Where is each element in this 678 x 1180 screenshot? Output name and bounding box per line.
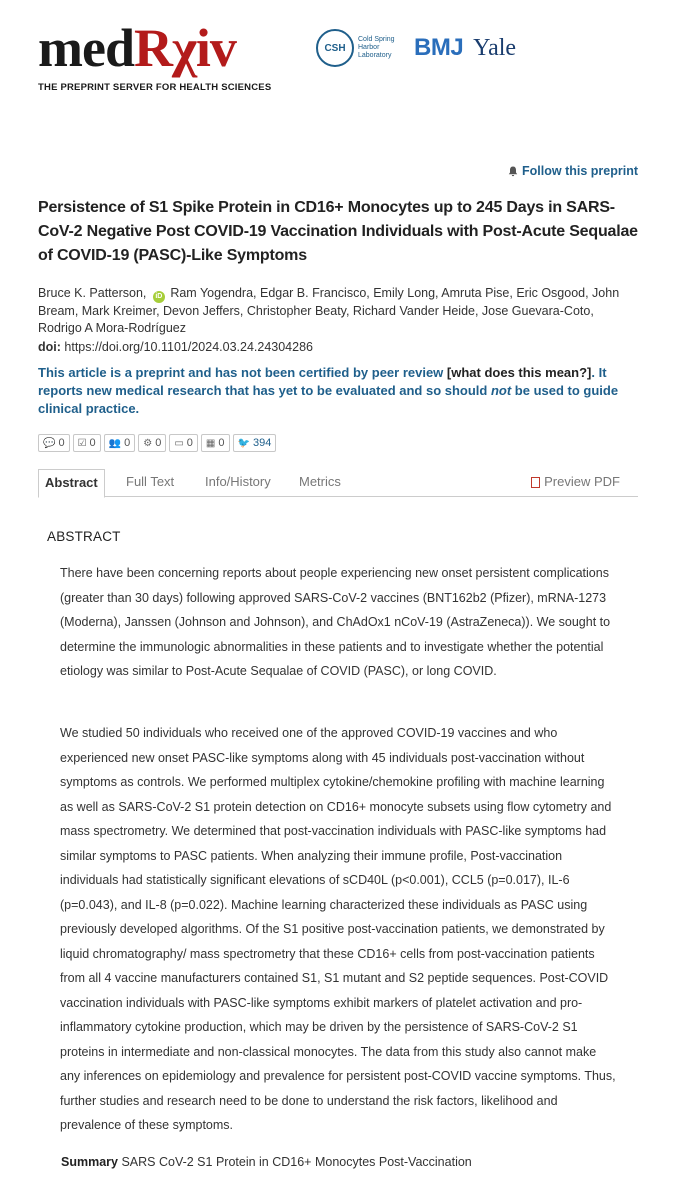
preprint-notice	[38, 364, 638, 418]
medrxiv-logo[interactable]	[38, 20, 271, 93]
article-title: Persistence of S1 Spike Protein in CD16+ Monocytes up to 245 Days in SARS-CoV-2 Negative Post COVID-19 Vaccination Individuals with Post-Acute Sequalae of COVID-19 (PASC)-Like Symptoms	[38, 199, 638, 264]
metric-badges	[38, 434, 276, 452]
abstract-paragraph-1: There have been concerning reports about people experiencing new onset persistent complications (greater than 30 days) following approved SARS-CoV-2 vaccines (BNT162b2 (Pfizer), mRNA-1273 (Moderna), Janssen (Johnson and Johnson), and ChAdOx1 nCoV-19 (AstraZeneca)). We sought to determine the immunologic abnormalities in these patients and to investigate whether the potential etiology was similar to Post-Acute Sequalae of COVID (PASC), or long COVID.	[60, 566, 611, 678]
bmj-logo[interactable]: BMJ	[414, 34, 464, 61]
tab-metrics[interactable]: Metrics	[299, 474, 341, 489]
doi-line	[38, 340, 313, 354]
settings-badge[interactable]	[138, 434, 166, 452]
site-header	[38, 20, 648, 100]
settings-count: 0	[155, 437, 162, 449]
users-count: 0	[124, 437, 131, 449]
abstract-paragraph-2: We studied 50 individuals who received one of the approved COVID-19 vaccines and who experienced new onset PASC-like symptoms along with 45 individuals post-vaccination without symptoms as controls. We performed multiplex cytokine/chemokine profiling with machine learning as well as SARS-CoV-2 S1 protein detection on CD16+ monocyte subsets using flow cytometry and mass spectrometry. We determined that post-vaccination individuals with PASC-like symptoms had similar symptoms to PASC patients. When analyzing their immune profile, Post-vaccination individuals had statistically significant elevations of sCD40L (p<0.001), CCL5 (p=0.017), IL-6 (p=0.043), and IL-8 (p=0.022). Machine learning characterized these individuals as PASC using previously developed algorithms. Of the S1 positive post-vaccination patients, we demonstrated by liquid chromatography/ mass spectrometry that these CD16+ cells from post-vaccination patients from all 4 vaccine manufacturers contained S1, S1 mutant and S2 peptide sequences. Post-COVID vaccination individuals with PASC-like symptoms exhibit markers of platelet activation and pro-inflammatory cytokine production, which may be driven by the persistence of SARS-CoV-2 S1 proteins in intermediate and non-classical monocytes. The data from this study also cannot make any inferences on epidemiology and prevalence for persistent post-COVID vaccine symptoms. Thus, further studies and research need to be done to understand the risk factors, likelihood and prevalence of these symptoms.	[60, 726, 616, 1132]
csh-name: Cold Spring Harbor Laboratory	[358, 36, 395, 59]
partner-logos	[316, 26, 516, 70]
logo-suffix: Rχiv	[133, 18, 236, 78]
what-does-this-mean-link[interactable]: [what does this mean?]	[446, 365, 592, 380]
film-count: 0	[218, 437, 225, 449]
twitter-badge[interactable]	[233, 434, 277, 452]
tab-abstract[interactable]: Abstract	[38, 469, 105, 498]
notice-text-2: . It reports new medical research that has yet to be evaluated and so should	[38, 365, 607, 398]
checklist-badge[interactable]	[73, 434, 101, 452]
pdf-file-icon	[531, 477, 540, 488]
preview-pdf-label: Preview PDF	[544, 474, 620, 489]
monitor-badge[interactable]	[169, 434, 198, 452]
doi-link[interactable]: https://doi.org/10.1101/2024.03.24.24304286	[60, 340, 313, 354]
logo-prefix: med	[38, 18, 134, 78]
comments-count: 0	[58, 437, 65, 449]
follow-label: Follow this preprint	[522, 164, 638, 178]
tab-full-text[interactable]: Full Text	[126, 474, 175, 489]
orcid-icon[interactable]: iD	[153, 291, 165, 303]
gear-icon: ⚙	[143, 437, 153, 449]
bell-icon	[508, 166, 518, 177]
twitter-count: 394	[252, 437, 272, 449]
notice-text-1: This article is a preprint and has not been certified by peer review	[38, 365, 447, 380]
monitor-count: 0	[186, 437, 193, 449]
preview-pdf-link[interactable]	[531, 469, 620, 495]
csh-logo-icon[interactable]: CSH	[316, 29, 354, 67]
comments-badge[interactable]	[38, 434, 70, 452]
notice-emphasis: not	[490, 383, 512, 398]
comment-icon: 💬	[43, 437, 56, 449]
users-icon: 👥	[108, 437, 122, 449]
users-badge[interactable]	[104, 434, 136, 452]
twitter-icon: 🐦	[237, 437, 250, 449]
tagline: THE PREPRINT SERVER FOR HEALTH SCIENCES	[38, 82, 272, 93]
summary-text: SARS CoV-2 S1 Protein in CD16+ Monocytes Post-Vaccination	[117, 1155, 472, 1169]
authors-rest[interactable]: Ram Yogendra, Edgar B. Francisco, Emily Long, Amruta Pise, Eric Osgood, John Bream, Mark Kreimer, Devon Jeffers, Christopher Beaty, Richard Vander Heide, Jose Guevara-Coto, Rodrigo A Mora-Rodríguez	[38, 286, 620, 335]
monitor-icon: ▭	[174, 437, 184, 449]
abstract-heading: ABSTRACT	[47, 529, 121, 544]
summary-label: Summary	[61, 1155, 118, 1169]
checklist-count: 0	[89, 437, 96, 449]
follow-preprint-link[interactable]	[508, 164, 638, 178]
film-badge[interactable]	[201, 434, 230, 452]
notice-text-3: be used to guide clinical practice.	[38, 383, 619, 416]
yale-logo[interactable]: Yale	[473, 34, 517, 61]
tab-info-history[interactable]: Info/History	[205, 474, 271, 489]
summary-line	[61, 1155, 472, 1169]
doi-label: doi:	[38, 340, 61, 354]
author-list	[38, 285, 638, 336]
article-tabs	[38, 469, 638, 497]
authors-first[interactable]: Bruce K. Patterson,	[38, 286, 150, 300]
film-icon: ▦	[205, 437, 216, 449]
checklist-icon: ☑	[77, 437, 87, 449]
